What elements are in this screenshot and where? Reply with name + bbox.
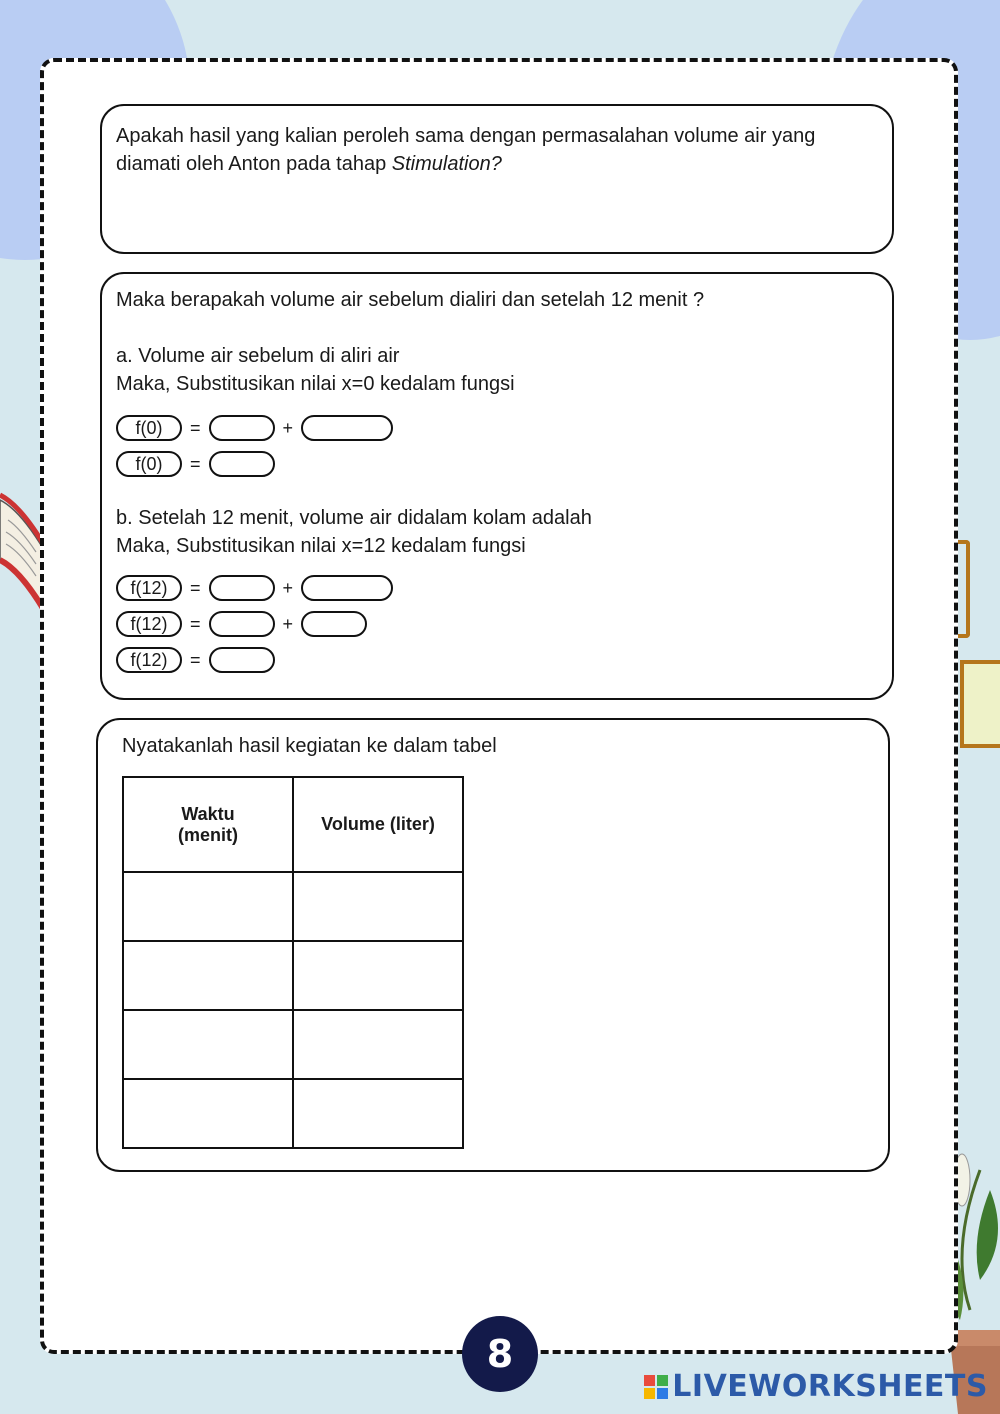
equals-sign: = xyxy=(190,613,201,634)
table-cell-input[interactable] xyxy=(293,1010,463,1079)
answer-box[interactable] xyxy=(301,611,367,637)
fx-label: f(12) xyxy=(116,611,182,637)
table-row xyxy=(123,941,463,1010)
fx-label: f(0) xyxy=(116,451,182,477)
part-b-equation-1 xyxy=(116,570,878,606)
substitution-question: Maka berapakah volume air sebelum dialiri dan setelah 12 menit ? xyxy=(116,289,705,311)
answer-box[interactable] xyxy=(209,575,275,601)
part-a-equation-2 xyxy=(116,446,878,482)
fx-label: f(12) xyxy=(116,647,182,673)
table-row xyxy=(123,872,463,941)
header-waktu: Waktu (menit) xyxy=(123,777,293,872)
table-cell-input[interactable] xyxy=(293,1079,463,1148)
header-volume: Volume (liter) xyxy=(293,777,463,872)
frame-decoration xyxy=(956,540,970,638)
liveworksheets-logo xyxy=(644,1369,988,1404)
table-card xyxy=(96,718,890,1172)
table-cell-input[interactable] xyxy=(123,872,293,941)
reflection-question xyxy=(116,122,878,178)
liveworksheets-icon xyxy=(644,1375,668,1399)
part-b-equation-3 xyxy=(116,642,878,678)
equals-sign: = xyxy=(190,649,201,670)
table-cell-input[interactable] xyxy=(123,941,293,1010)
reflection-question-text: Apakah hasil yang kalian peroleh sama dengan permasalahan volume air yang diamati oleh Anton pada tahap xyxy=(116,125,816,175)
worksheet-page xyxy=(40,58,958,1354)
plus-sign: + xyxy=(282,417,294,438)
brand-text: LIVEWORKSHEETS xyxy=(672,1369,988,1404)
equals-sign: = xyxy=(190,453,201,474)
substitution-card xyxy=(100,272,894,700)
result-table xyxy=(122,776,464,1149)
answer-box[interactable] xyxy=(209,451,275,477)
part-a-title: a. Volume air sebelum di aliri air xyxy=(116,345,400,367)
plus-sign: + xyxy=(282,577,294,598)
table-cell-input[interactable] xyxy=(123,1010,293,1079)
part-b-instruction: Maka, Substitusikan nilai x=12 kedalam fungsi xyxy=(116,535,526,557)
table-instruction: Nyatakanlah hasil kegiatan ke dalam tabel xyxy=(122,735,497,757)
reflection-question-card xyxy=(100,104,894,254)
table-cell-input[interactable] xyxy=(293,941,463,1010)
fx-label: f(0) xyxy=(116,415,182,441)
note-decoration xyxy=(960,660,1000,748)
table-cell-input[interactable] xyxy=(293,872,463,941)
part-a-equation-1 xyxy=(116,410,878,446)
fx-label: f(12) xyxy=(116,575,182,601)
plus-sign: + xyxy=(282,613,294,634)
part-b-equation-2 xyxy=(116,606,878,642)
page-number-badge: 8 xyxy=(462,1316,538,1392)
equals-sign: = xyxy=(190,417,201,438)
table-row xyxy=(123,1079,463,1148)
table-cell-input[interactable] xyxy=(123,1079,293,1148)
part-b-title: b. Setelah 12 menit, volume air didalam kolam adalah xyxy=(116,507,592,529)
answer-box[interactable] xyxy=(209,647,275,673)
answer-box[interactable] xyxy=(209,415,275,441)
reflection-question-italic: Stimulation? xyxy=(391,153,502,175)
part-a-instruction: Maka, Substitusikan nilai x=0 kedalam fungsi xyxy=(116,373,515,395)
book-decoration-icon xyxy=(0,490,44,620)
table-row xyxy=(123,1010,463,1079)
answer-box[interactable] xyxy=(301,415,393,441)
answer-box[interactable] xyxy=(301,575,393,601)
answer-box[interactable] xyxy=(209,611,275,637)
equals-sign: = xyxy=(190,577,201,598)
table-header-row xyxy=(123,777,463,872)
